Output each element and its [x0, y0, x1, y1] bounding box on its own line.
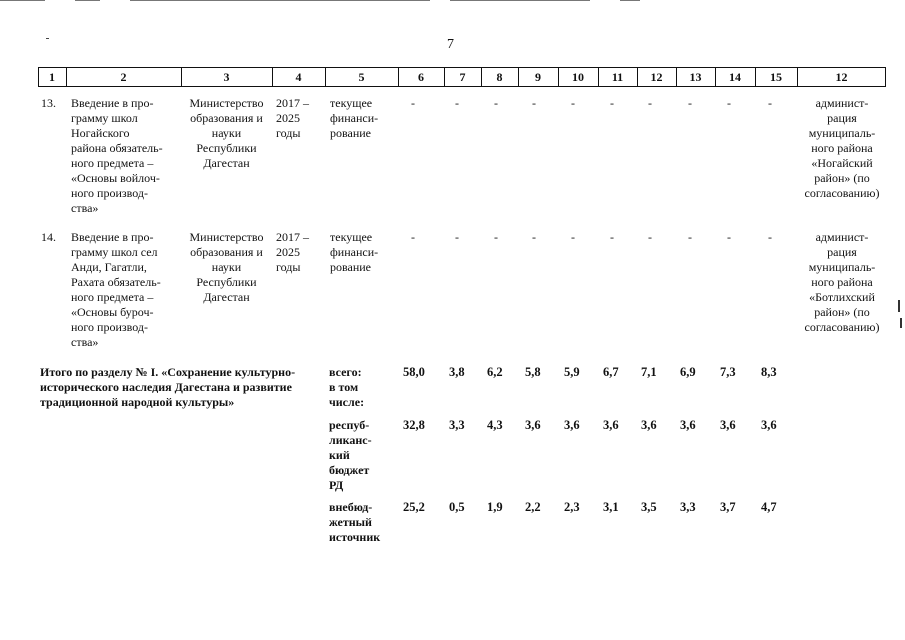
period-text: 2017 – 2025 годы: [276, 96, 309, 140]
value-cell: -: [727, 230, 731, 244]
total-value: 3,1: [603, 500, 619, 514]
total-source: внебюд- жетный источник: [329, 500, 381, 544]
header-cell: 13: [689, 70, 702, 84]
header-cell: 5: [358, 70, 365, 84]
header-cell: 6: [418, 70, 424, 84]
scan-artifact-line: [75, 0, 100, 1]
total-value: 32,8: [403, 418, 425, 432]
header-cell: 10: [572, 70, 584, 84]
value-cell: -: [727, 96, 731, 110]
funding-source: текущее финанси- рование: [330, 96, 379, 140]
period-text: 2017 – 2025 годы: [276, 230, 309, 274]
scan-speck: [46, 38, 49, 39]
value-cell: -: [532, 96, 536, 110]
value-cell: -: [648, 230, 652, 244]
total-value: 3,6: [564, 418, 580, 432]
header-cell: 11: [611, 70, 624, 84]
coexecutor-text: админист- рация муниципаль- ного района «Ботлихский район» (по согласованию): [804, 230, 880, 334]
total-value: 2,3: [564, 500, 580, 514]
value-cell: -: [688, 96, 692, 110]
total-value: 3,6: [525, 418, 541, 432]
header-cell: 2: [120, 70, 127, 84]
row-number: 13.: [41, 96, 56, 110]
coexecutor-text: админист- рация муниципаль- ного района «Ногайский район» (по согласованию): [804, 96, 880, 200]
value-cell: -: [571, 230, 575, 244]
header-cell: 1: [49, 70, 55, 84]
value-cell: -: [411, 230, 415, 244]
value-cell: -: [571, 96, 575, 110]
header-cell: 7: [459, 70, 466, 84]
header-cell: 4: [295, 70, 302, 84]
total-value: 8,3: [761, 365, 777, 379]
total-value: 3,6: [680, 418, 696, 432]
value-cell: -: [688, 230, 692, 244]
total-value: 6,7: [603, 365, 619, 379]
total-value: 7,1: [641, 365, 657, 379]
scan-artifact-line: [130, 0, 430, 1]
total-value: 3,5: [641, 500, 657, 514]
total-value: 25,2: [403, 500, 425, 514]
value-cell: -: [610, 230, 614, 244]
value-cell: -: [648, 96, 652, 110]
measure-text: Введение в про- грамму школ Ногайского района обязатель- ного предмета – «Основы войлоч- ного производ- ства»: [71, 96, 163, 215]
total-value: 3,3: [449, 418, 465, 432]
total-source: всего: в том числе:: [329, 365, 365, 409]
total-value: 6,9: [680, 365, 696, 379]
value-cell: -: [411, 96, 415, 110]
total-value: 7,3: [720, 365, 736, 379]
total-value: 3,6: [761, 418, 777, 432]
total-value: 5,8: [525, 365, 541, 379]
scan-artifact-line: [450, 0, 590, 1]
total-value: 1,9: [487, 500, 503, 514]
header-cell: 12: [835, 70, 848, 84]
total-value: 58,0: [403, 365, 425, 379]
total-value: 4,7: [761, 500, 777, 514]
value-cell: -: [768, 96, 772, 110]
header-cell: 8: [496, 70, 503, 84]
executor-text: Министерство образования и науки Республики Дагестан: [189, 96, 264, 170]
value-cell: -: [610, 96, 614, 110]
value-cell: -: [455, 96, 459, 110]
total-value: 3,3: [680, 500, 696, 514]
value-cell: -: [768, 230, 772, 244]
total-value: 6,2: [487, 365, 503, 379]
total-source: респуб- ликанс- кий бюджет РД: [329, 418, 372, 492]
funding-source: текущее финанси- рование: [330, 230, 379, 274]
scan-artifact-line: [620, 0, 640, 1]
header-cell: 15: [770, 70, 782, 84]
page-number: 7: [447, 37, 454, 52]
total-value: 3,6: [641, 418, 657, 432]
measure-text: Введение в про- грамму школ сел Анди, Гагатли, Рахата обязатель- ного предмета – «Основы буроч- ного производ- ства»: [71, 230, 161, 349]
value-cell: -: [455, 230, 459, 244]
value-cell: -: [494, 230, 498, 244]
total-value: 3,6: [603, 418, 619, 432]
total-value: 3,8: [449, 365, 465, 379]
header-cell: 14: [729, 70, 741, 84]
value-cell: -: [494, 96, 498, 110]
header-cell: 3: [223, 70, 230, 84]
header-cell: 12: [650, 70, 663, 84]
scan-edge-mark: [900, 318, 902, 328]
total-value: 4,3: [487, 418, 503, 432]
row-number: 14.: [41, 230, 56, 244]
total-value: 3,6: [720, 418, 736, 432]
value-cell: -: [532, 230, 536, 244]
total-value: 2,2: [525, 500, 541, 514]
section-total-label: Итого по разделу № I. «Сохранение культурно- исторического наследия Дагестана и развитие традиционной народной культуры»: [40, 365, 296, 409]
scan-edge-mark: [898, 300, 900, 312]
executor-text: Министерство образования и науки Республики Дагестан: [189, 230, 264, 304]
total-value: 5,9: [564, 365, 580, 379]
total-value: 3,7: [720, 500, 736, 514]
total-value: 0,5: [449, 500, 465, 514]
header-cell: 9: [535, 70, 541, 84]
scan-artifact-line: [0, 0, 45, 1]
